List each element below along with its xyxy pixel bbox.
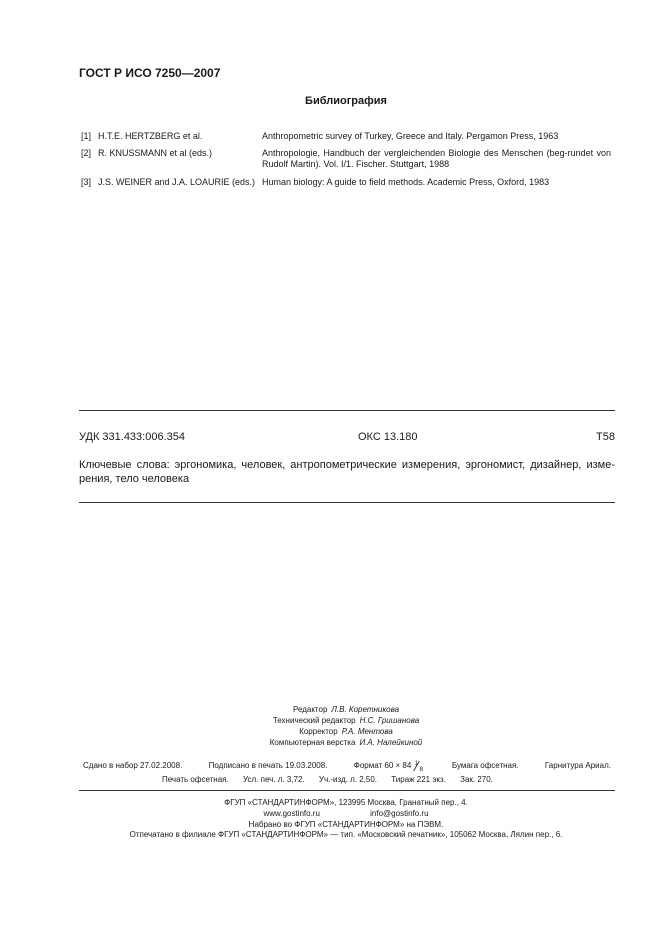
credit-line bbox=[0, 737, 661, 748]
udk-code: УДК 331.433:006.354 bbox=[79, 431, 185, 443]
credit-line bbox=[0, 726, 661, 737]
credit-line bbox=[0, 715, 661, 726]
publisher-typeset: Набрано во ФГУП «СТАНДАРТИНФОРМ» на ПЭВМ. bbox=[248, 820, 444, 829]
paper-format: Формат 60 × 84 1 8 bbox=[354, 760, 426, 771]
typeface: Гарнитура Ариал. bbox=[544, 761, 611, 770]
bibliography-entry bbox=[81, 148, 611, 172]
print-info-line-1 bbox=[83, 760, 611, 771]
bibliography-entry bbox=[81, 177, 611, 201]
bibliography-title: Библиография bbox=[305, 95, 387, 107]
credit-name: Р.А. Ментова bbox=[341, 727, 393, 736]
entry-text: Anthropometric survey of Turkey, Greece and Italy. Pergamon Press, 1963 bbox=[262, 131, 559, 141]
publisher-printed: Отпечатано в филиале ФГУП «СТАНДАРТИНФОРМ» — тип. «Московский печатник», 105062 Москва, Лялин пер., 6. bbox=[129, 830, 563, 839]
publisher-email[interactable]: info@gostinfo.ru bbox=[370, 809, 429, 818]
credit-role: Компьютерная верстка bbox=[269, 738, 356, 747]
print-method: Печать офсетная. bbox=[162, 775, 229, 784]
keywords: Ключевые слова: эргономика, человек, антропометрические измерения, эргономист, дизайнер, изме-рения, тело человека bbox=[79, 459, 615, 485]
entry-number: [3] bbox=[81, 177, 92, 187]
submitted-date: Сдано в набор 27.02.2008. bbox=[83, 761, 183, 770]
entry-author: R. KNUSSMANN et al (eds.) bbox=[98, 148, 213, 158]
publisher-address: ФГУП «СТАНДАРТИНФОРМ», 123995 Москва, Гранатный пер., 4. bbox=[224, 798, 468, 807]
divider-top bbox=[79, 410, 615, 411]
publisher-website[interactable]: www.gostinfo.ru bbox=[263, 809, 320, 818]
credit-role: Технический редактор bbox=[272, 716, 356, 725]
print-sheets: Усл. печ. л. 3,72. bbox=[242, 775, 305, 784]
divider-publisher bbox=[79, 790, 615, 791]
order-number: Зак. 270. bbox=[460, 775, 493, 784]
bibliography-entry bbox=[81, 131, 611, 145]
credit-role: Редактор bbox=[292, 705, 328, 714]
entry-author: H.T.E. HERTZBERG et al. bbox=[98, 131, 203, 141]
credit-line bbox=[0, 704, 661, 715]
credit-name: Л.В. Коретникова bbox=[331, 705, 400, 714]
credit-name: И.А. Налейкиной bbox=[359, 738, 423, 747]
entry-number: [1] bbox=[81, 131, 92, 141]
entry-number: [2] bbox=[81, 148, 92, 158]
publish-sheets: Уч.-изд. л. 2,50. bbox=[318, 775, 378, 784]
print-info-line-2 bbox=[162, 774, 562, 785]
oks-code: ОКС 13.180 bbox=[358, 431, 418, 443]
circulation: Тираж 221 экз. bbox=[391, 775, 446, 784]
entry-author: J.S. WEINER and J.A. LOAURIE (eds.) bbox=[98, 177, 256, 187]
entry-text: Human biology: A guide to field methods. Academic Press, Oxford, 1983 bbox=[262, 177, 550, 187]
format-fraction: 1 8 bbox=[414, 761, 426, 771]
group-code: T58 bbox=[596, 431, 615, 443]
credit-name: Н.С. Гришанова bbox=[359, 716, 420, 725]
entry-text: Anthropologie, Handbuch der vergleichenden Biologie des Menschen (beg-rundet von Rudolf Martin). Vol. I/1. Fischer. Stuttgart, 1988 bbox=[262, 148, 611, 169]
signed-date: Подписано в печать 19.03.2008. bbox=[208, 761, 328, 770]
publisher-links bbox=[0, 808, 661, 819]
divider-bottom bbox=[79, 502, 615, 503]
document-header: ГОСТ Р ИСО 7250—2007 bbox=[79, 66, 221, 80]
credit-role: Корректор bbox=[299, 727, 338, 736]
paper-type: Бумага офсетная. bbox=[451, 761, 519, 770]
